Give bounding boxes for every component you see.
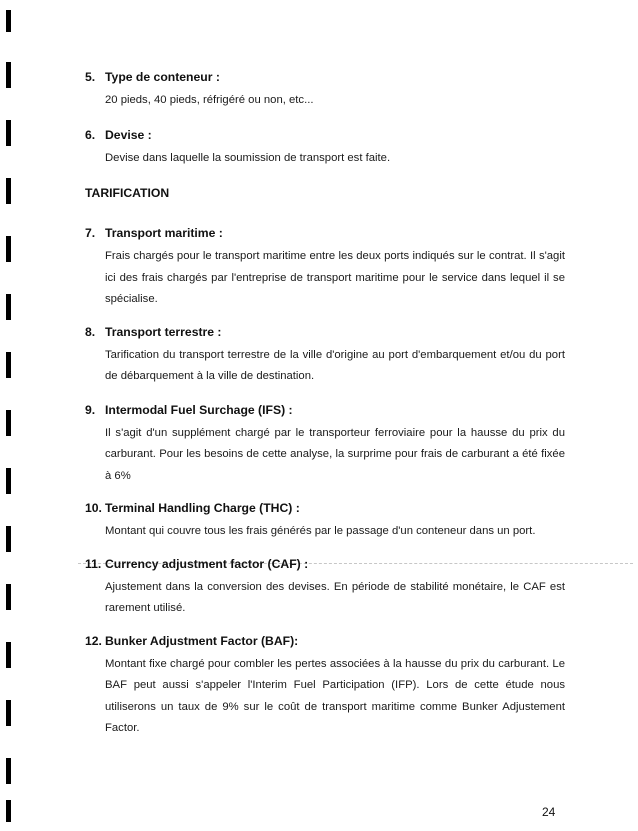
item-heading [85,501,565,516]
item-number: 7. [85,226,96,240]
section-heading: TARIFICATION [85,186,170,200]
item-number: 11. [85,556,102,571]
binding-mark [6,10,11,32]
list-item [85,403,565,488]
binding-mark [6,352,11,378]
item-text: Frais chargés pour le transport maritime entre les deux ports indiqués sur le contrat. Il s'agit ici des frais chargés par l'entreprise de transport maritime pour le service dans lequel il se spécialise. [105,250,565,305]
list-item [85,226,565,311]
list-item [85,128,565,170]
binding-mark [6,62,11,88]
item-heading [85,325,565,340]
binding-mark [6,294,11,320]
item-title: Transport maritime : [105,226,223,240]
binding-mark [6,758,11,784]
binding-mark [6,120,11,146]
binding-mark [6,526,11,552]
binding-mark [6,236,11,262]
item-title: Transport terrestre : [105,324,222,339]
item-text: Tarification du transport terrestre de la ville d'origine au port d'embarquement et/ou du port de débarquement à la ville de destination. [105,348,565,382]
item-text: Montant fixe chargé pour combler les pertes associées à la hausse du prix du carburant. Le BAF peut aussi s'appeler l'Interim Fuel Participation (IFP). Lors de cette étude nous utiliserons un taux de 9% sur le coût de transport maritime comme Bunker Adjustement Factor. [105,657,565,734]
item-title: Terminal Handling Charge (THC) : [105,501,300,515]
list-item [85,557,565,620]
item-heading [85,70,565,85]
binding-mark [6,468,11,494]
item-text: Il s'agit d'un supplément chargé par le transporteur ferroviaire pour la hausse du prix du carburant. Pour les besoins de cette analyse, la surprime pour frais de carburant a été fixée à 6% [105,426,565,482]
item-number: 8. [85,324,96,339]
item-title: Devise : [105,127,152,142]
item-title: Intermodal Fuel Surchage (IFS) : [105,402,293,417]
binding-mark [6,700,11,726]
binding-mark [6,178,11,204]
item-text: Devise dans laquelle la soumission de transport est faite. [105,151,391,164]
page-number: 24 [542,805,556,819]
document-body [85,70,565,740]
item-title: Type de conteneur : [105,70,220,84]
list-item [85,325,565,388]
list-item [85,70,565,112]
item-number: 6. [85,127,96,142]
item-number: 5. [85,70,96,84]
list-item [85,501,565,543]
item-text: Montant qui couvre tous les frais générés par le passage d'un conteneur dans un port. [105,525,536,537]
binding-mark [6,410,11,436]
item-number: 12. [85,633,102,648]
item-text: 20 pieds, 40 pieds, réfrigéré ou non, etc... [105,94,314,106]
item-text: Ajustement dans la conversion des devises. En période de stabilité monétaire, le CAF est rarement utilisé. [105,580,565,614]
item-heading [85,634,565,649]
item-title: Currency adjustment factor (CAF) : [105,556,309,571]
item-heading [85,226,565,241]
item-heading [85,128,565,143]
binding-mark [6,584,11,610]
item-title: Bunker Adjustment Factor (BAF): [105,633,299,648]
item-heading [85,557,565,572]
list-item [85,634,565,740]
binding-mark [6,800,11,822]
binding-mark [6,642,11,668]
item-number: 10. [85,501,102,515]
item-number: 9. [85,402,96,417]
item-heading [85,403,565,418]
